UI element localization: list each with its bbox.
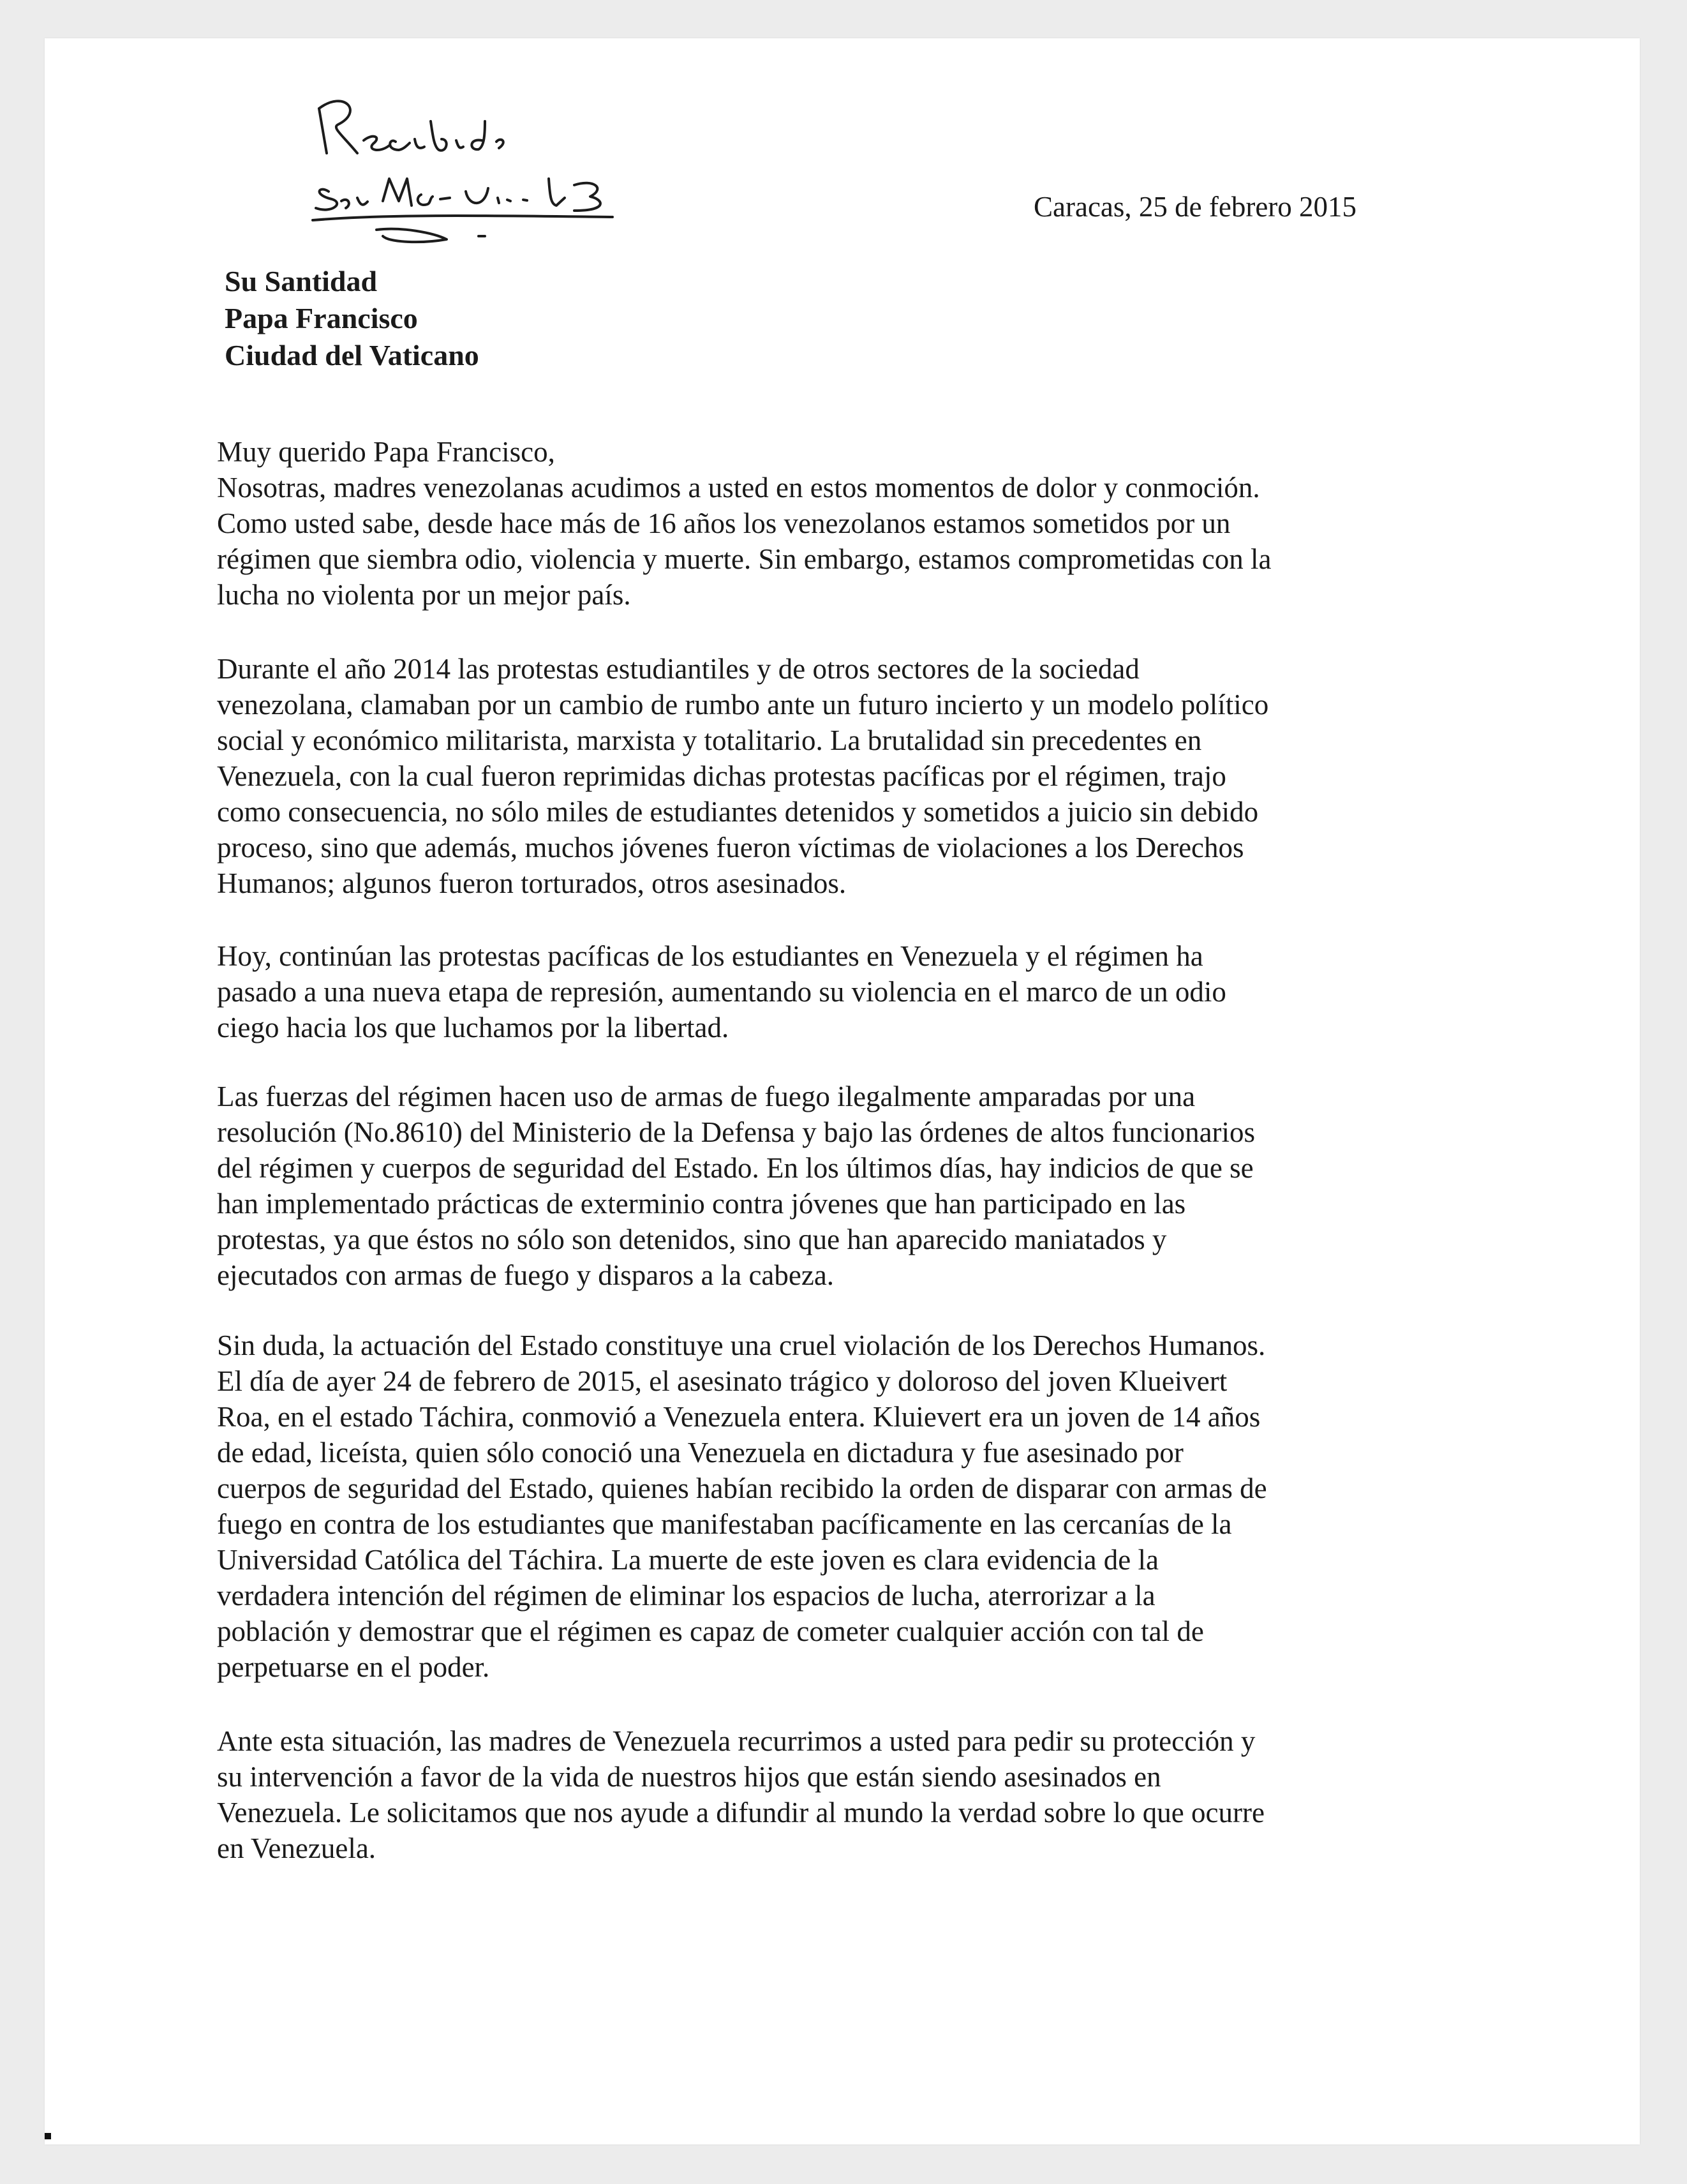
- paragraph-line: régimen que siembra odio, violencia y muerte. Sin embargo, estamos comprometidas con la: [217, 543, 1272, 575]
- paragraph-line: El día de ayer 24 de febrero de 2015, el asesinato trágico y doloroso del joven Klueivert: [217, 1365, 1228, 1397]
- paragraph-line: social y económico militarista, marxista y totalitario. La brutalidad sin precedentes en: [217, 724, 1202, 756]
- paragraph-line: protestas, ya que éstos no sólo son detenidos, sino que han aparecido maniatados y: [217, 1223, 1167, 1255]
- recipient-line: Papa Francisco: [225, 302, 418, 334]
- recipient-line: Su Santidad: [225, 265, 378, 297]
- scan-mark: [45, 2133, 51, 2139]
- paragraph-line: Como usted sabe, desde hace más de 16 años los venezolanos estamos sometidos por un: [217, 507, 1231, 539]
- paragraph-line: población y demostrar que el régimen es capaz de cometer cualquier acción con tal de: [217, 1615, 1204, 1647]
- paragraph-line: venezolana, clamaban por un cambio de rumbo ante un futuro incierto y un modelo político: [217, 689, 1269, 721]
- paragraph-line: Hoy, continúan las protestas pacíficas de los estudiantes en Venezuela y el régimen ha: [217, 940, 1203, 972]
- paragraph-line: verdadera intención del régimen de eliminar los espacios de lucha, aterrorizar a la: [217, 1580, 1156, 1612]
- paragraph-line: fuego en contra de los estudiantes que manifestaban pacíficamente en las cercanías de la: [217, 1508, 1232, 1540]
- paragraph-2: [217, 651, 1448, 901]
- paragraph-line: pasado a una nueva etapa de represión, aumentando su violencia en el marco de un odio: [217, 976, 1226, 1008]
- paragraph-line: Nosotras, madres venezolanas acudimos a usted en estos momentos de dolor y conmoción.: [217, 472, 1260, 504]
- paragraph-line: lucha no violenta por un mejor país.: [217, 579, 631, 611]
- paragraph-line: proceso, sino que además, muchos jóvenes fueron víctimas de violaciones a los Derechos: [217, 832, 1244, 864]
- paragraph-line: Las fuerzas del régimen hacen uso de armas de fuego ilegalmente amparadas por una: [217, 1081, 1196, 1112]
- paragraph-line: Venezuela, con la cual fueron reprimidas dichas protestas pacíficas por el régimen, trajo: [217, 760, 1226, 792]
- paragraph-line: han implementado prácticas de exterminio contra jóvenes que han participado en las: [217, 1188, 1186, 1220]
- paragraph-3: [217, 938, 1448, 1045]
- paragraph-line: ciego hacia los que luchamos por la libertad.: [217, 1012, 729, 1043]
- salutation-and-intro: [217, 434, 1448, 613]
- salutation: Muy querido Papa Francisco,: [217, 436, 555, 468]
- paragraph-line: Durante el año 2014 las protestas estudiantiles y de otros sectores de la sociedad: [217, 653, 1140, 685]
- recipient-line: Ciudad del Vaticano: [225, 339, 479, 371]
- paragraph-line: Venezuela. Le solicitamos que nos ayude a difundir al mundo la verdad sobre lo que ocurre: [217, 1797, 1265, 1829]
- paragraph-line: Roa, en el estado Táchira, conmovió a Venezuela entera. Kluievert era un joven de 14 años: [217, 1401, 1261, 1433]
- paragraph-line: Universidad Católica del Táchira. La muerte de este joven es clara evidencia de la: [217, 1544, 1159, 1576]
- paragraph-line: en Venezuela.: [217, 1832, 376, 1864]
- paragraph-line: cuerpos de seguridad del Estado, quienes habían recibido la orden de disparar con armas de: [217, 1472, 1267, 1504]
- paragraph-line: Humanos; algunos fueron torturados, otros asesinados.: [217, 867, 847, 899]
- paragraph-line: resolución (No.8610) del Ministerio de la Defensa y bajo las órdenes de altos funcionarios: [217, 1116, 1256, 1148]
- paragraph-line: de edad, liceísta, quien sólo conoció una Venezuela en dictadura y fue asesinado por: [217, 1437, 1184, 1469]
- paragraph-line: ejecutados con armas de fuego y disparos a la cabeza.: [217, 1259, 835, 1291]
- paragraph-4: [217, 1079, 1448, 1293]
- paragraph-line: perpetuarse en el poder.: [217, 1651, 490, 1683]
- paragraph-5: [217, 1328, 1448, 1685]
- handwritten-received-note: [294, 83, 753, 281]
- paragraph-line: Sin duda, la actuación del Estado constituye una cruel violación de los Derechos Humanos.: [217, 1329, 1266, 1361]
- paragraph-line: como consecuencia, no sólo miles de estudiantes detenidos y sometidos a juicio sin debido: [217, 796, 1259, 828]
- recipient-address: [225, 263, 479, 374]
- paragraph-line: su intervención a favor de la vida de nuestros hijos que están siendo asesinados en: [217, 1761, 1161, 1793]
- letter-date: Caracas, 25 de febrero 2015: [1034, 191, 1357, 223]
- paragraph-6: [217, 1723, 1448, 1866]
- paragraph-line: del régimen y cuerpos de seguridad del Estado. En los últimos días, hay indicios de que se: [217, 1152, 1254, 1184]
- paragraph-line: Ante esta situación, las madres de Venezuela recurrimos a usted para pedir su protección y: [217, 1725, 1256, 1757]
